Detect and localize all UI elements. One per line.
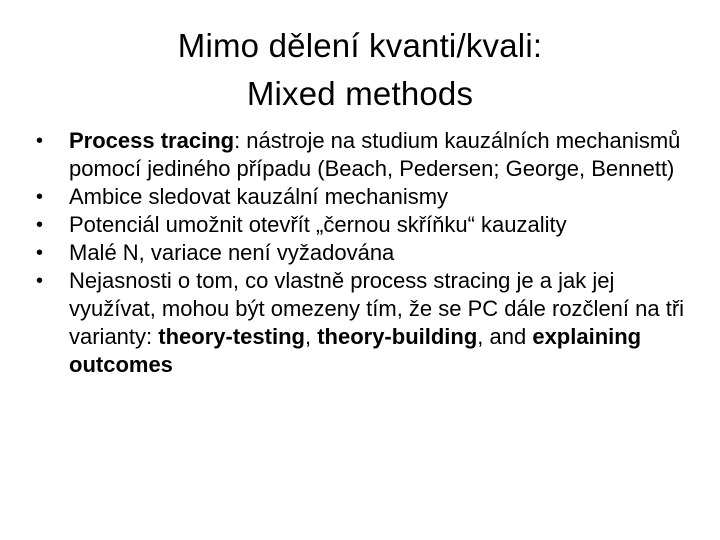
bullet-text: Malé N, variace není vyžadována <box>69 240 395 265</box>
bullet-item <box>36 127 696 183</box>
bullet-icon: • <box>36 214 44 236</box>
bullet-icon: • <box>36 242 44 264</box>
bullet-item <box>36 267 696 379</box>
bullet-text: : nástroje na studium kauzálních mechanismů pomocí jediného případu (Beach, Pedersen; George, Bennett) <box>69 128 681 181</box>
bullet-text: Potenciál umožnit otevřít „černou skříňku“ kauzality <box>69 212 567 237</box>
title-line-1: Mimo dělení kvanti/kvali: <box>177 27 543 64</box>
bullet-item <box>36 183 696 211</box>
title-line-2: Mixed methods <box>246 75 474 112</box>
bullet-separator: , and <box>477 324 533 349</box>
bullet-bold-text: theory-building <box>317 324 478 349</box>
bullet-text: Nejasnosti o tom, co vlastně process stracing je a jak jej využívat, mohou být omezeny tím, že se PC dále rozčlení na tři varianty: <box>69 268 685 349</box>
bullet-separator: , <box>304 324 318 349</box>
bullet-icon: • <box>36 270 44 292</box>
bullet-text: Ambice sledovat kauzální mechanismy <box>69 184 449 209</box>
bullet-icon: • <box>36 186 44 208</box>
bullet-bold-text: Process tracing <box>69 128 235 153</box>
bullet-bold-text: theory-testing <box>158 324 305 349</box>
bullet-item <box>36 211 696 239</box>
bullet-item <box>36 239 696 267</box>
bullet-list <box>36 127 696 379</box>
bullet-bold-text: explaining outcomes <box>69 324 642 377</box>
slide-title <box>60 22 660 118</box>
bullet-icon: • <box>36 130 44 152</box>
